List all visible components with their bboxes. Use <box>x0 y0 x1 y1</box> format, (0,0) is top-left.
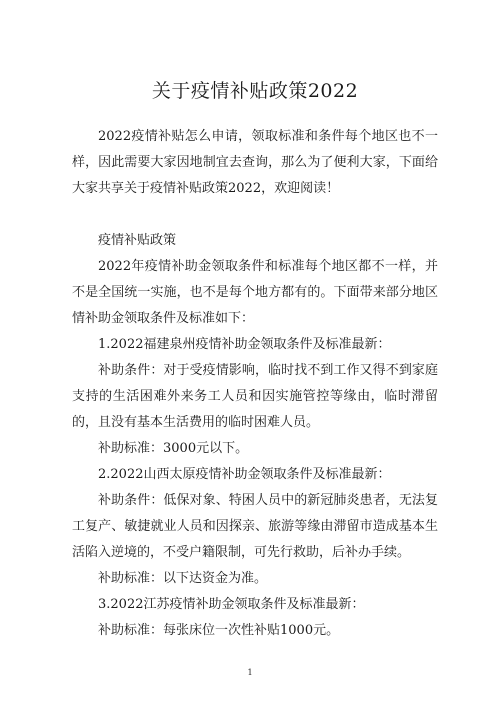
item-2-standard: 补助标准：以下达资金为准。 <box>98 571 268 586</box>
page-title: 关于疫情补贴政策2022 <box>151 80 359 102</box>
spacer <box>72 202 438 228</box>
item-2-condition: 补助条件：低保对象、特困人员中的新冠肺炎患者，无法复工复产、敏捷就业人员和因探亲、旅游等缘由滞留市造成基本生活陷入逆境的，不受户籍限制，可先行救助，后补办手续。 <box>72 493 438 560</box>
section-heading: 疫情补贴政策 <box>98 233 177 248</box>
item-1-standard: 补助标准：3000元以下。 <box>98 441 249 456</box>
page-number: 1 <box>247 668 253 677</box>
item-3-standard: 补助标准：每张床位一次性补贴1000元。 <box>98 623 340 638</box>
item-1-heading: 1.2022福建泉州疫情补助金领取条件及标准最新： <box>98 337 391 352</box>
item-3-heading: 3.2022江苏疫情补助金领取条件及标准最新： <box>98 597 365 612</box>
intro-paragraph: 2022疫情补贴怎么申请，领取标准和条件每个地区也不一样，因此需要大家因地制宜去查询，那么为了便利大家，下面给大家共享关于疫情补贴政策2022，欢迎阅读！ <box>72 129 438 196</box>
item-1-condition: 补助条件：对于受疫情影响，临时找不到工作又得不到家庭支持的生活困难外来务工人员和因实施管控等缘由，临时滞留的，且没有基本生活费用的临时困难人员。 <box>72 363 438 430</box>
item-2-heading: 2.2022山西太原疫情补助金领取条件及标准最新： <box>98 467 391 482</box>
overview-paragraph: 2022年疫情补助金领取条件和标准每个地区都不一样，并不是全国统一实施，也不是每个地方都有的。下面带来部分地区情补助金领取条件及标准如下： <box>72 259 438 326</box>
